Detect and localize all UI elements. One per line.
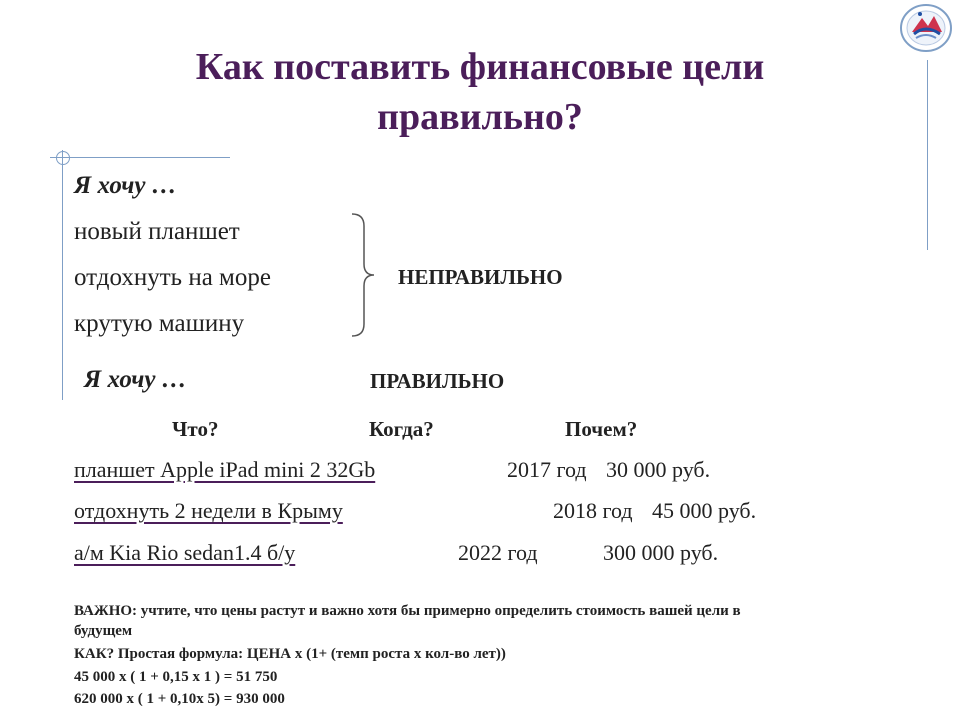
goal-link-ipad[interactable]: планшет Apple iPad mini 2 32Gb: [74, 457, 376, 482]
goal-link-crimea[interactable]: отдохнуть 2 недели в Крыму: [74, 498, 343, 523]
goal-link-kia[interactable]: а/м Kia Rio sedan1.4 б/у: [74, 540, 296, 565]
column-header-price: Почем?: [565, 417, 638, 441]
right-brace: [348, 212, 378, 343]
corner-circle-decoration: [56, 151, 70, 165]
column-header-what: Что?: [172, 417, 219, 441]
goal-year: 2018 год: [553, 498, 633, 523]
column-header-when: Когда?: [369, 417, 434, 441]
wish-item: новый планшет: [74, 218, 240, 245]
top-left-divider-line: [50, 157, 230, 158]
wrong-verdict: НЕПРАВИЛЬНО: [398, 265, 563, 289]
left-divider-line: [62, 150, 63, 400]
goal-year: 2017 год: [507, 457, 587, 482]
important-note-line-1: ВАЖНО: учтите, что цены растут и важно хотя бы примерно определить стоимость вашей цели в: [74, 603, 741, 619]
formula-example-1: 45 000 х ( 1 + 0,15 х 1 ) = 51 750: [74, 669, 278, 685]
right-heading: Я хочу …: [84, 366, 187, 393]
slide-title-line-1: Как поставить финансовые цели: [195, 46, 765, 88]
wish-item: отдохнуть на море: [74, 264, 271, 291]
formula-example-2: 620 000 х ( 1 + 0,10х 5) = 930 000: [74, 691, 285, 707]
wrong-heading: Я хочу …: [74, 172, 177, 199]
goal-price: 45 000 руб.: [652, 498, 757, 523]
goal-year: 2022 год: [458, 540, 538, 565]
wish-item: крутую машину: [74, 310, 245, 337]
formula-note: КАК? Простая формула: ЦЕНА х (1+ (темп роста х кол-во лет)): [74, 646, 506, 662]
important-note-line-2: будущем: [74, 623, 133, 639]
right-verdict: ПРАВИЛЬНО: [370, 369, 505, 393]
goal-price: 300 000 руб.: [603, 540, 719, 565]
goal-price: 30 000 руб.: [606, 457, 711, 482]
slide-title-line-2: правильно?: [377, 96, 583, 138]
